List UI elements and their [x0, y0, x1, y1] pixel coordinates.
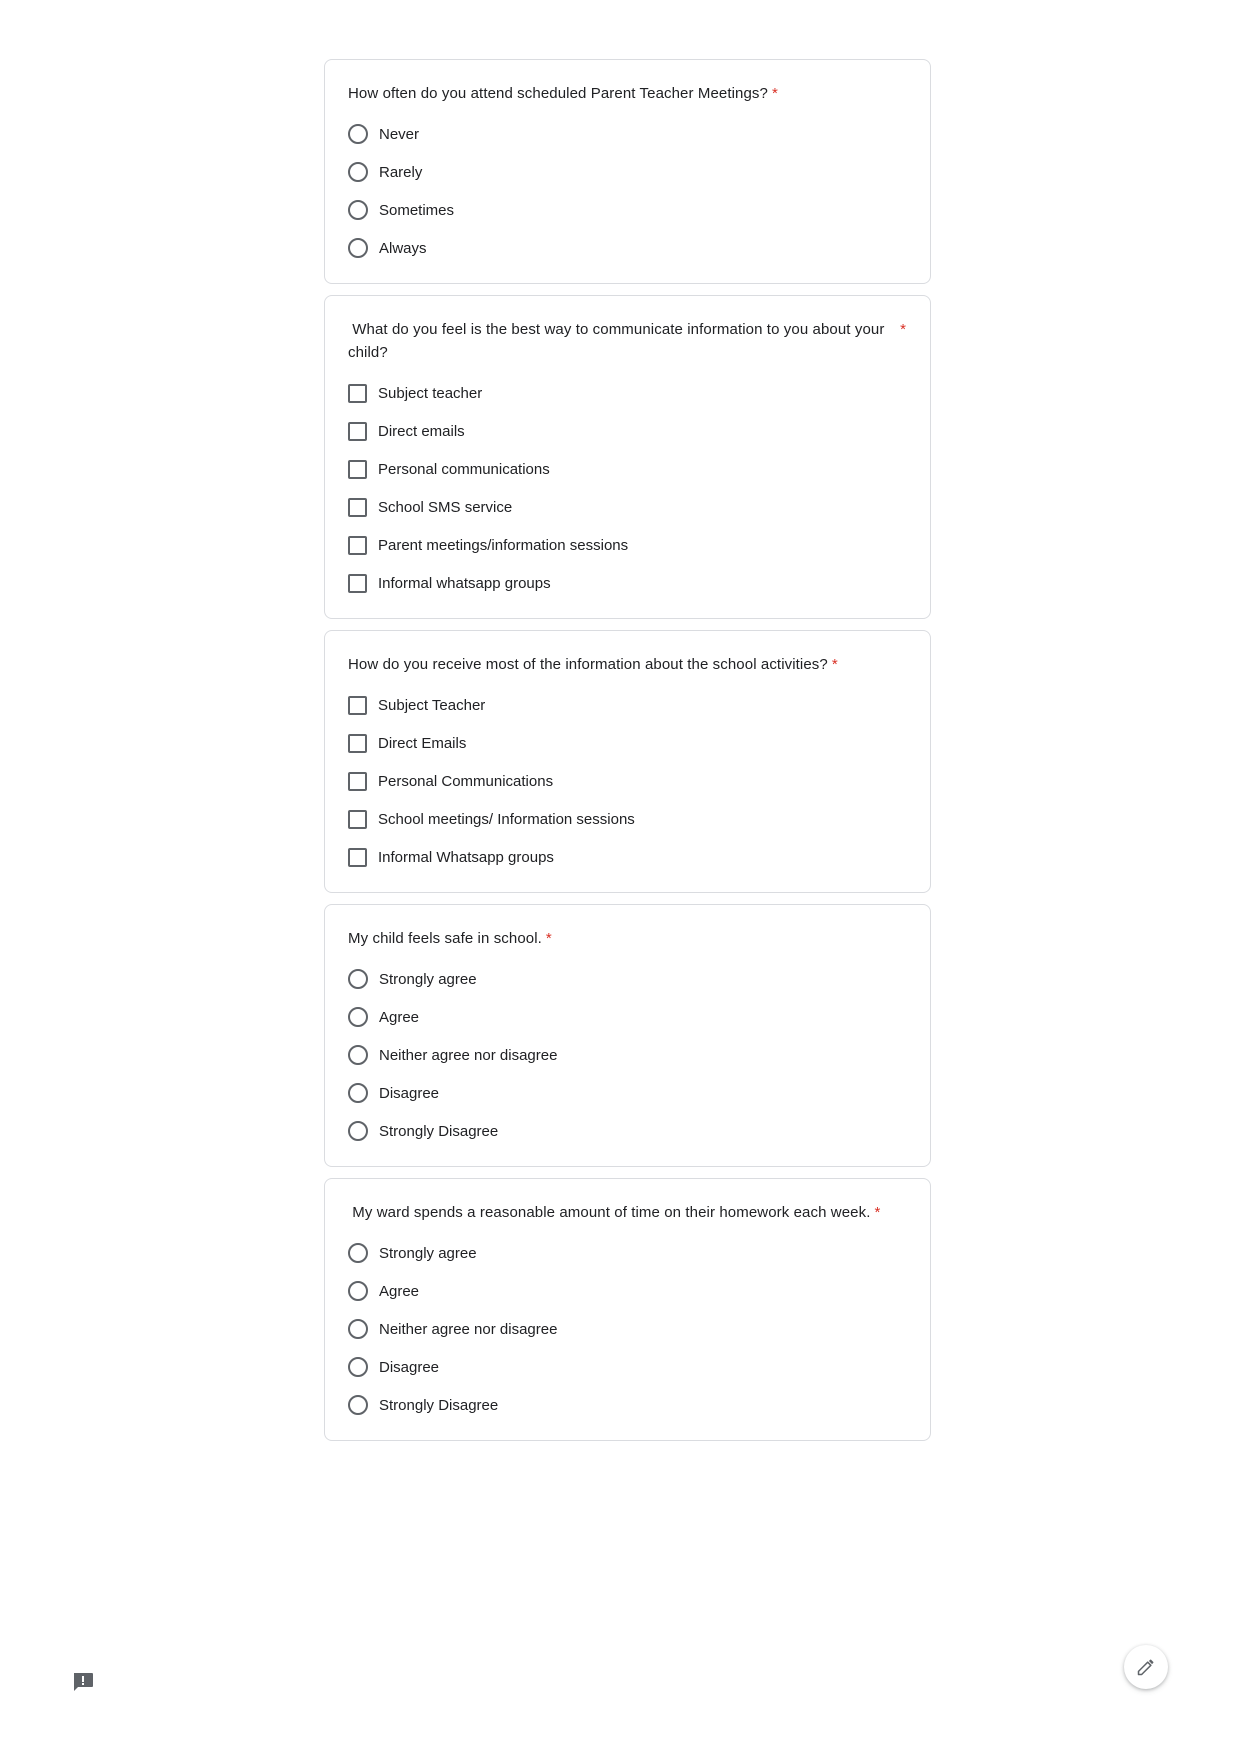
- checkbox-icon[interactable]: [348, 384, 367, 403]
- radio-button-icon[interactable]: [348, 1121, 368, 1141]
- checkbox-icon[interactable]: [348, 536, 367, 555]
- report-icon-graphic: [72, 1672, 94, 1692]
- question-card-pt-meetings: [324, 59, 931, 284]
- checkbox-icon[interactable]: [348, 696, 367, 715]
- option-label: Subject teacher: [378, 384, 483, 402]
- radio-option[interactable]: [348, 1112, 906, 1150]
- option-label: Strongly agree: [379, 970, 477, 988]
- form-questions: [324, 59, 931, 1452]
- checkbox-option[interactable]: [348, 450, 906, 488]
- report-icon[interactable]: [72, 1672, 94, 1692]
- radio-button-icon[interactable]: [348, 1281, 368, 1301]
- option-label: Sometimes: [379, 201, 455, 219]
- radio-group: [348, 1234, 906, 1424]
- question-card-child-safety: [324, 904, 931, 1167]
- option-label: Strongly Disagree: [379, 1122, 499, 1140]
- radio-option[interactable]: [348, 1386, 906, 1424]
- checkbox-icon[interactable]: [348, 574, 367, 593]
- checkbox-option[interactable]: [348, 564, 906, 602]
- radio-option[interactable]: [348, 153, 906, 191]
- question-card-communication-preference: [324, 295, 931, 619]
- checkbox-option[interactable]: [348, 374, 906, 412]
- radio-button-icon[interactable]: [348, 1083, 368, 1103]
- option-label: Direct emails: [378, 422, 465, 440]
- checkbox-icon[interactable]: [348, 848, 367, 867]
- radio-button-icon[interactable]: [348, 1357, 368, 1377]
- checkbox-icon[interactable]: [348, 460, 367, 479]
- radio-button-icon[interactable]: [348, 200, 368, 220]
- option-label: Always: [379, 239, 427, 257]
- question-title: [348, 318, 906, 364]
- required-asterisk: *: [771, 85, 778, 102]
- option-label: Disagree: [379, 1084, 440, 1102]
- checkbox-option[interactable]: [348, 724, 906, 762]
- checkbox-group: [348, 374, 906, 602]
- option-label: Disagree: [379, 1358, 440, 1376]
- option-label: Parent meetings/information sessions: [378, 536, 629, 554]
- radio-option[interactable]: [348, 1234, 906, 1272]
- radio-button-icon[interactable]: [348, 1319, 368, 1339]
- question-text: How often do you attend scheduled Parent Teacher Meetings?: [348, 85, 768, 102]
- option-label: Neither agree nor disagree: [379, 1320, 558, 1338]
- radio-option[interactable]: [348, 1036, 906, 1074]
- checkbox-option[interactable]: [348, 762, 906, 800]
- required-asterisk: *: [545, 930, 552, 947]
- checkbox-option[interactable]: [348, 526, 906, 564]
- radio-option[interactable]: [348, 191, 906, 229]
- radio-button-icon[interactable]: [348, 1007, 368, 1027]
- checkbox-icon[interactable]: [348, 498, 367, 517]
- checkbox-option[interactable]: [348, 838, 906, 876]
- question-title: [348, 82, 906, 105]
- option-label: School SMS service: [378, 498, 513, 516]
- option-label: Strongly Disagree: [379, 1396, 499, 1414]
- option-label: Never: [379, 125, 420, 143]
- question-text: My ward spends a reasonable amount of time on their homework each week.: [348, 1204, 871, 1221]
- option-label: Personal communications: [378, 460, 550, 478]
- question-text: My child feels safe in school.: [348, 930, 542, 947]
- checkbox-group: [348, 686, 906, 876]
- radio-group: [348, 115, 906, 267]
- radio-button-icon[interactable]: [348, 1395, 368, 1415]
- option-label: Informal whatsapp groups: [378, 574, 551, 592]
- radio-button-icon[interactable]: [348, 969, 368, 989]
- checkbox-icon[interactable]: [348, 810, 367, 829]
- checkbox-icon[interactable]: [348, 734, 367, 753]
- radio-option[interactable]: [348, 1348, 906, 1386]
- edit-button[interactable]: [1124, 1645, 1168, 1689]
- checkbox-icon[interactable]: [348, 772, 367, 791]
- required-asterisk: *: [831, 656, 838, 673]
- radio-option[interactable]: [348, 960, 906, 998]
- question-card-homework-time: [324, 1178, 931, 1441]
- radio-option[interactable]: [348, 1272, 906, 1310]
- question-card-information-source: [324, 630, 931, 893]
- option-label: Subject Teacher: [378, 696, 486, 714]
- radio-button-icon[interactable]: [348, 124, 368, 144]
- radio-option[interactable]: [348, 115, 906, 153]
- radio-button-icon[interactable]: [348, 1243, 368, 1263]
- radio-button-icon[interactable]: [348, 1045, 368, 1065]
- radio-button-icon[interactable]: [348, 162, 368, 182]
- checkbox-icon[interactable]: [348, 422, 367, 441]
- option-label: Direct Emails: [378, 734, 467, 752]
- radio-option[interactable]: [348, 998, 906, 1036]
- radio-button-icon[interactable]: [348, 238, 368, 258]
- option-label: Agree: [379, 1008, 420, 1026]
- question-text: How do you receive most of the information about the school activities?: [348, 656, 828, 673]
- checkbox-option[interactable]: [348, 686, 906, 724]
- required-asterisk: *: [874, 1204, 881, 1221]
- checkbox-option[interactable]: [348, 800, 906, 838]
- required-asterisk: *: [900, 321, 906, 338]
- option-label: Strongly agree: [379, 1244, 477, 1262]
- question-title: [348, 1201, 906, 1224]
- pencil-icon: [1136, 1657, 1156, 1677]
- option-label: Informal Whatsapp groups: [378, 848, 554, 866]
- checkbox-option[interactable]: [348, 412, 906, 450]
- option-label: Rarely: [379, 163, 423, 181]
- option-label: School meetings/ Information sessions: [378, 810, 635, 828]
- checkbox-option[interactable]: [348, 488, 906, 526]
- radio-option[interactable]: [348, 1310, 906, 1348]
- option-label: Neither agree nor disagree: [379, 1046, 558, 1064]
- radio-option[interactable]: [348, 1074, 906, 1112]
- option-label: Agree: [379, 1282, 420, 1300]
- question-title: [348, 927, 906, 950]
- question-text: What do you feel is the best way to communicate information to you about your child?: [348, 321, 889, 361]
- radio-option[interactable]: [348, 229, 906, 267]
- question-title: [348, 653, 906, 676]
- option-label: Personal Communications: [378, 772, 554, 790]
- radio-group: [348, 960, 906, 1150]
